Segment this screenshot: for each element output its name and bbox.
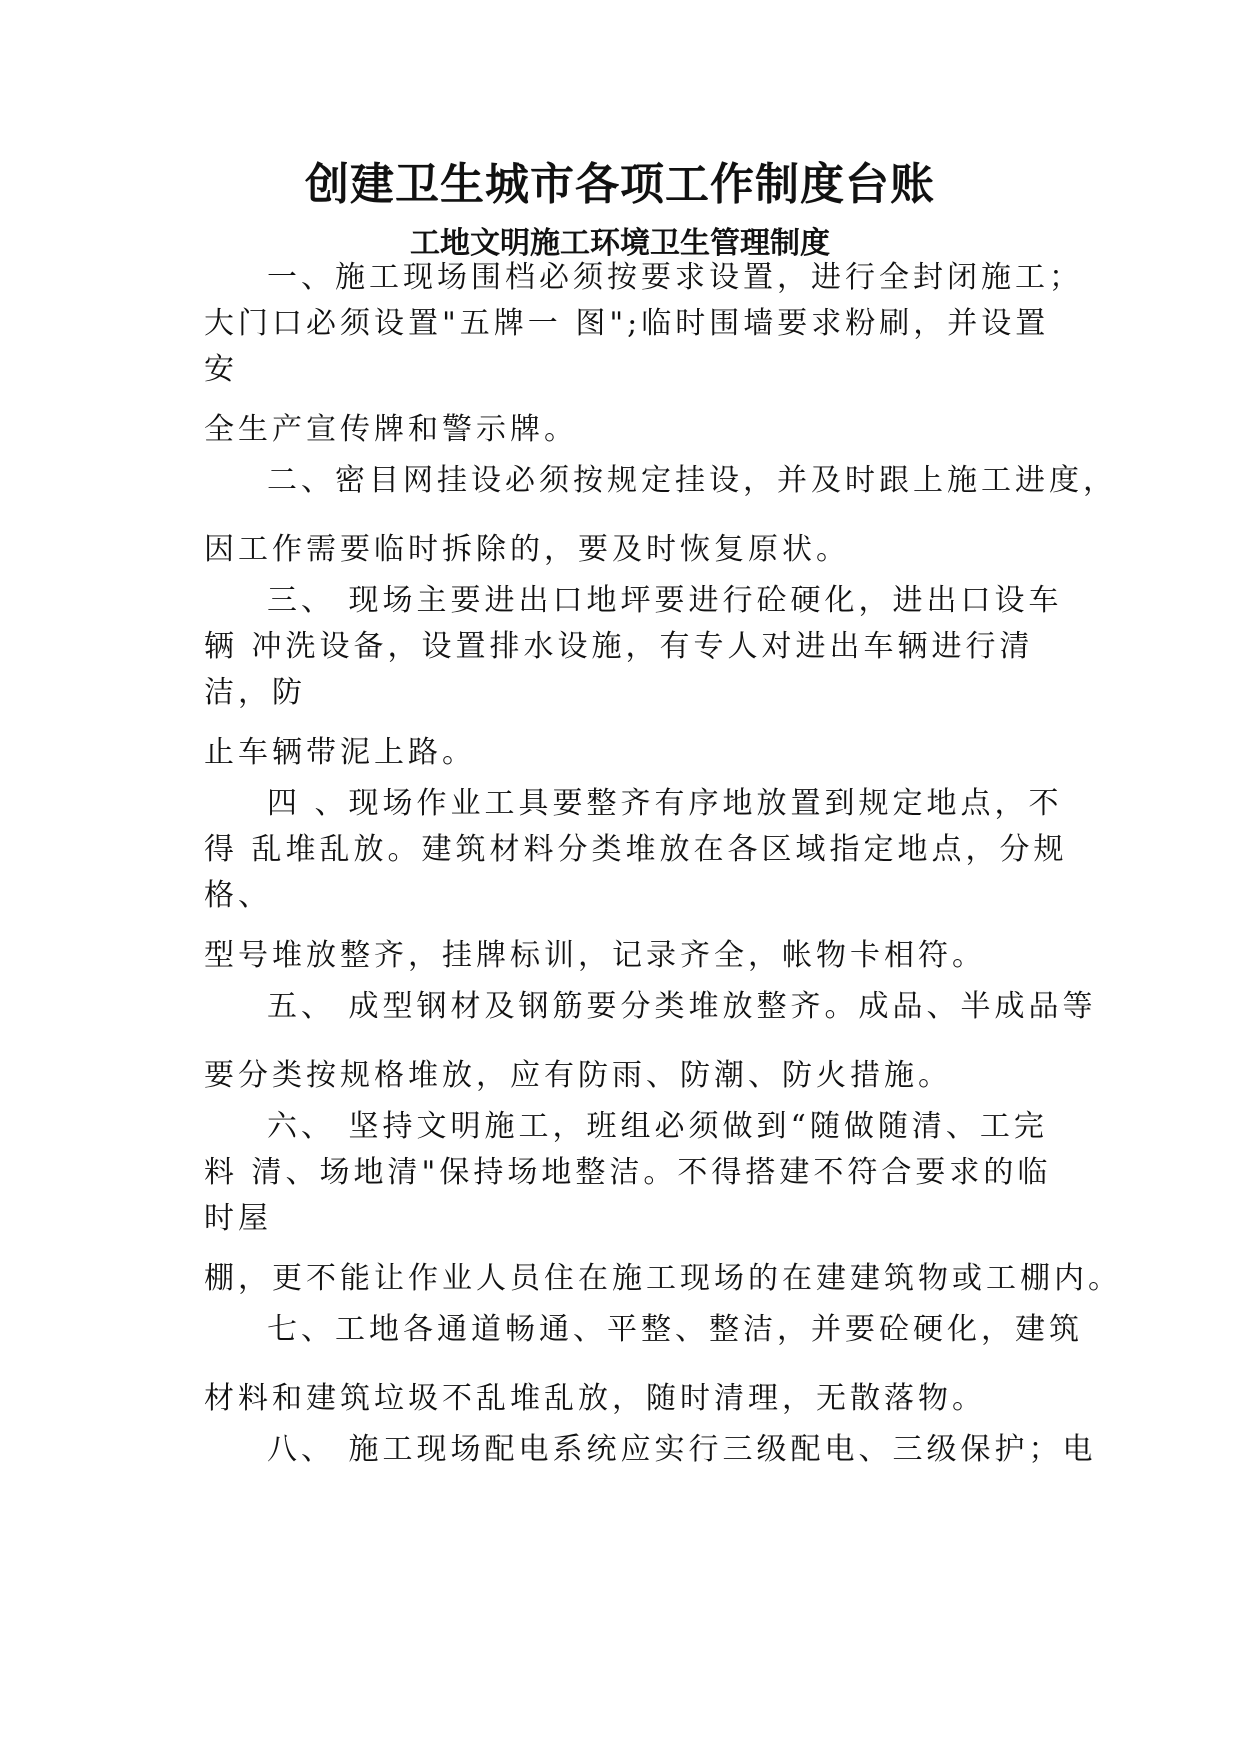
body-line-14: 型号堆放整齐，挂牌标训，记录齐全，帐物卡相符。 — [204, 938, 986, 973]
body-line-20: 棚，更不能让作业人员住在施工现场的在建建筑物或工棚内。 — [204, 1261, 1122, 1296]
body-line-17: 六、 坚持文明施工，班组必须做到“随做随清、工完 — [267, 1109, 1048, 1144]
body-line-16: 要分类按规格堆放，应有防雨、防潮、防火措施。 — [204, 1058, 952, 1093]
body-line-13: 格、 — [204, 878, 272, 913]
document-subtitle: 工地文明施工环境卫生管理制度 — [410, 226, 830, 261]
body-line-9: 洁，防 — [204, 675, 306, 710]
body-line-19: 时屋 — [204, 1201, 272, 1236]
body-line-12: 得 乱堆乱放。建筑材料分类堆放在各区域指定地点，分规 — [204, 832, 1068, 867]
body-line-21: 七、工地各通道畅通、平整、整洁，并要砼硬化，建筑 — [267, 1312, 1083, 1347]
body-line-8: 辆 冲洗设备，设置排水设施，有专人对进出车辆进行清 — [204, 629, 1034, 664]
document-title: 创建卫生城市各项工作制度台账 — [305, 159, 935, 210]
body-line-18: 料 清、场地清"保持场地整洁。不得搭建不符合要求的临 — [204, 1155, 1052, 1190]
body-line-2: 大门口必须设置"五牌一 图";临时围墙要求粉刷，并设置 — [204, 306, 1050, 341]
body-line-7: 三、 现场主要进出口地坪要进行砼硬化，进出口设车 — [267, 583, 1063, 618]
body-line-23: 八、 施工现场配电系统应实行三级配电、三级保护；电 — [267, 1432, 1097, 1467]
body-line-4: 全生产宣传牌和警示牌。 — [204, 412, 578, 447]
body-line-10: 止车辆带泥上路。 — [204, 735, 476, 770]
body-line-3: 安 — [204, 352, 238, 387]
body-line-1: 一、施工现场围档必须按要求设置，进行全封闭施工； — [267, 260, 1083, 295]
body-line-15: 五、 成型钢材及钢筋要分类堆放整齐。成品、半成品等 — [267, 989, 1097, 1024]
body-line-22: 材料和建筑垃圾不乱堆乱放，随时清理，无散落物。 — [204, 1381, 986, 1416]
body-line-11: 四 、现场作业工具要整齐有序地放置到规定地点，不 — [267, 786, 1063, 821]
body-line-5: 二、密目网挂设必须按规定挂设，并及时跟上施工进度， — [267, 463, 1117, 498]
body-line-6: 因工作需要临时拆除的，要及时恢复原状。 — [204, 532, 850, 567]
